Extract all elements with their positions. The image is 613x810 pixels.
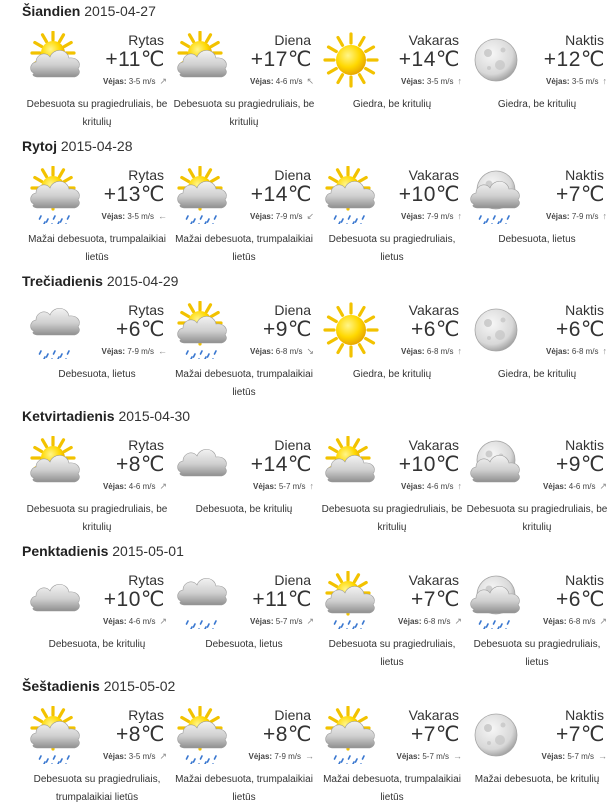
period-label: Vakaras	[408, 572, 459, 588]
wind-label: Vėjas:	[397, 617, 422, 626]
wind-info	[401, 211, 462, 221]
wind-direction-icon: →	[598, 751, 607, 761]
sun-cloud-icon	[322, 436, 380, 494]
period-label: Rytas	[128, 32, 164, 48]
forecast-period	[23, 430, 171, 538]
forecast-period	[318, 160, 466, 268]
forecast-period	[170, 25, 318, 133]
wind-speed: 4-6 m/s	[426, 482, 454, 491]
forecast-period	[318, 295, 466, 403]
period-label: Vakaras	[408, 437, 459, 453]
wind-speed: 3-5 m/s	[128, 77, 156, 86]
wind-speed: 6-8 m/s	[571, 347, 599, 356]
period-label: Vakaras	[408, 167, 459, 183]
wind-info	[250, 616, 314, 627]
temperature: +11℃	[105, 48, 165, 71]
temperature: +9℃	[262, 318, 312, 341]
wind-label: Vėjas:	[102, 617, 127, 626]
wind-speed: 3-5 m/s	[128, 752, 156, 761]
weather-description: Debesuota su pragiedruliais, lietus	[473, 639, 601, 668]
day-title	[22, 273, 178, 289]
forecast-period	[170, 700, 318, 808]
forecast-period	[463, 160, 611, 268]
wind-info	[102, 211, 167, 221]
wind-direction-icon: ↑	[457, 76, 462, 86]
wind-direction-icon: ↗	[159, 616, 167, 626]
sun-cloud-rain-icon	[174, 706, 232, 764]
wind-direction-icon: ↘	[306, 346, 314, 356]
wind-speed: 5-7 m/s	[278, 482, 306, 491]
forecast-period	[463, 700, 611, 808]
wind-direction-icon: ↑	[602, 76, 607, 86]
wind-label: Vėjas:	[102, 482, 127, 491]
weather-description: Giedra, be kritulių	[352, 369, 432, 380]
wind-label: Vėjas:	[249, 347, 274, 356]
period-label: Diena	[274, 167, 311, 183]
period-label: Diena	[274, 302, 311, 318]
cloud-icon	[174, 436, 232, 494]
weather-description: Debesuota su pragiedruliais, be kritulių	[26, 504, 168, 533]
weather-description: Debesuota, lietus	[205, 639, 283, 650]
moon-cloud-rain-icon	[467, 571, 525, 629]
day-name: Penktadienis	[22, 543, 109, 559]
weather-description: Giedra, be kritulių	[352, 99, 432, 110]
forecast-period	[318, 700, 466, 808]
forecast-period	[23, 160, 171, 268]
sun-cloud-rain-icon	[174, 301, 232, 359]
wind-info	[546, 211, 607, 221]
sun-cloud-rain-icon	[322, 166, 380, 224]
wind-label: Vėjas:	[396, 752, 421, 761]
day-block	[0, 675, 613, 810]
weather-description: Mažai debesuota, be kritulių	[474, 774, 600, 785]
wind-direction-icon: ↑	[602, 211, 607, 221]
wind-label: Vėjas:	[546, 347, 570, 356]
wind-label: Vėjas:	[401, 347, 425, 356]
day-date: 2015-04-27	[84, 3, 156, 19]
forecast-period	[23, 700, 171, 808]
weather-description: Mažai debesuota, trumpalaikiai lietūs	[323, 774, 461, 803]
wind-speed: 5-7 m/s	[422, 752, 449, 761]
wind-info	[401, 76, 462, 86]
weather-description: Mažai debesuota, trumpalaikiai lietūs	[175, 234, 313, 263]
day-title	[22, 3, 156, 19]
wind-speed: 5-7 m/s	[275, 617, 303, 626]
weather-description: Debesuota su pragiedruliais, be kritulių	[173, 99, 315, 128]
moon-icon	[467, 31, 525, 89]
wind-direction-icon: ↑	[457, 211, 462, 221]
temperature: +7℃	[410, 723, 460, 746]
sun-cloud-rain-icon	[174, 166, 232, 224]
forecast-period	[318, 25, 466, 133]
temperature: +10℃	[398, 183, 460, 206]
period-label: Naktis	[565, 302, 604, 318]
period-label: Diena	[274, 437, 311, 453]
wind-label: Vėjas:	[101, 212, 126, 221]
wind-info	[250, 211, 314, 222]
temperature: +6℃	[115, 318, 165, 341]
wind-label: Vėjas:	[248, 752, 273, 761]
wind-speed: 7-9 m/s	[426, 212, 454, 221]
wind-info	[543, 616, 607, 627]
day-name: Šiandien	[22, 3, 81, 19]
day-date: 2015-04-29	[106, 273, 179, 289]
day-block	[0, 405, 613, 540]
sun-cloud-icon	[174, 31, 232, 89]
forecast-period	[23, 295, 171, 403]
wind-label: Vėjas:	[249, 617, 274, 626]
sun-cloud-rain-icon	[27, 166, 85, 224]
period-label: Rytas	[128, 437, 164, 453]
temperature: +6℃	[410, 318, 460, 341]
weather-description: Debesuota su pragiedruliais, be kritulių	[466, 504, 608, 533]
wind-speed: 5-7 m/s	[567, 752, 594, 761]
wind-speed: 6-8 m/s	[423, 617, 451, 626]
wind-direction-icon: →	[305, 751, 314, 761]
wind-label: Vėjas:	[542, 617, 567, 626]
temperature: +6℃	[555, 318, 605, 341]
day-block	[0, 135, 613, 270]
cloud-rain-icon	[174, 571, 232, 629]
day-block	[0, 270, 613, 405]
wind-info	[401, 481, 462, 491]
wind-label: Vėjas:	[101, 347, 126, 356]
period-label: Naktis	[565, 437, 604, 453]
weather-description: Mažai debesuota, trumpalaikiai lietūs	[175, 774, 313, 803]
weather-description: Debesuota, be kritulių	[195, 504, 293, 515]
wind-speed: 3-5 m/s	[571, 77, 599, 86]
wind-label: Vėjas:	[546, 212, 570, 221]
wind-speed: 4-6 m/s	[128, 482, 156, 491]
wind-info	[250, 76, 314, 87]
period-label: Naktis	[565, 167, 604, 183]
wind-info	[401, 346, 462, 356]
day-date: 2015-04-28	[60, 138, 133, 154]
wind-info	[397, 751, 462, 761]
forecast-period	[318, 430, 466, 538]
forecast-period	[23, 25, 171, 133]
temperature: +12℃	[543, 48, 605, 71]
moon-icon	[467, 301, 525, 359]
wind-label: Vėjas:	[401, 482, 425, 491]
weather-description: Mažai debesuota, trumpalaikiai lietūs	[28, 234, 166, 263]
temperature: +14℃	[250, 183, 312, 206]
wind-label: Vėjas:	[541, 752, 566, 761]
day-date: 2015-05-02	[103, 678, 176, 694]
weather-description: Mažai debesuota, trumpalaikiai lietūs	[175, 369, 313, 398]
period-label: Rytas	[128, 707, 164, 723]
cloud-rain-icon	[27, 301, 85, 359]
wind-direction-icon: ↙	[306, 211, 314, 221]
day-date: 2015-05-01	[112, 543, 184, 559]
cloud-icon	[27, 571, 85, 629]
temperature: +17℃	[250, 48, 312, 71]
wind-direction-icon: ←	[158, 211, 167, 221]
weather-description: Debesuota su pragiedruliais, be kritulių	[26, 99, 168, 128]
period-label: Vakaras	[408, 707, 459, 723]
period-label: Diena	[274, 32, 311, 48]
period-label: Vakaras	[408, 302, 459, 318]
wind-label: Vėjas:	[249, 77, 274, 86]
period-label: Naktis	[565, 572, 604, 588]
temperature: +7℃	[555, 183, 605, 206]
weather-description: Debesuota, be kritulių	[48, 639, 146, 650]
wind-info	[546, 346, 607, 356]
wind-label: Vėjas:	[253, 482, 277, 491]
forecast-period	[463, 25, 611, 133]
day-block	[0, 540, 613, 675]
day-title	[22, 138, 133, 154]
weather-description: Debesuota, lietus	[58, 369, 136, 380]
wind-speed: 4-6 m/s	[275, 77, 303, 86]
moon-cloud-rain-icon	[467, 166, 525, 224]
forecast-period	[170, 295, 318, 403]
temperature: +8℃	[115, 723, 165, 746]
forecast-period	[170, 565, 318, 673]
temperature: +10℃	[398, 453, 460, 476]
period-label: Naktis	[565, 707, 604, 723]
sun-cloud-icon	[27, 31, 85, 89]
wind-label: Vėjas:	[102, 77, 127, 86]
period-label: Diena	[274, 572, 311, 588]
wind-speed: 3-5 m/s	[426, 77, 454, 86]
forecast-period	[170, 430, 318, 538]
weather-description: Debesuota su pragiedruliais, lietus	[328, 639, 456, 668]
wind-info	[103, 616, 167, 627]
wind-speed: 4-6 m/s	[568, 482, 596, 491]
temperature: +7℃	[410, 588, 460, 611]
wind-direction-icon: ↗	[599, 616, 607, 626]
wind-info	[249, 751, 314, 761]
temperature: +8℃	[262, 723, 312, 746]
wind-direction-icon: ↗	[599, 481, 607, 491]
wind-direction-icon: ↑	[457, 481, 462, 491]
day-name: Rytoj	[22, 138, 57, 154]
wind-direction-icon: ↗	[159, 76, 167, 86]
wind-speed: 6-8 m/s	[568, 617, 596, 626]
forecast-period	[463, 430, 611, 538]
day-title	[22, 678, 175, 694]
weather-description: Debesuota su pragiedruliais, lietus	[328, 234, 456, 263]
wind-info	[543, 481, 607, 492]
wind-speed: 3-5 m/s	[127, 212, 154, 221]
moon-cloud-icon	[467, 436, 525, 494]
wind-info	[102, 346, 167, 356]
forecast-period	[23, 565, 171, 673]
wind-direction-icon: ↑	[602, 346, 607, 356]
wind-speed: 7-9 m/s	[127, 347, 154, 356]
wind-label: Vėjas:	[546, 77, 570, 86]
wind-speed: 4-6 m/s	[128, 617, 156, 626]
wind-info	[103, 76, 167, 87]
sun-cloud-rain-icon	[322, 571, 380, 629]
wind-label: Vėjas:	[401, 212, 425, 221]
wind-direction-icon: ↖	[306, 76, 314, 86]
temperature: +8℃	[115, 453, 165, 476]
wind-info	[250, 346, 314, 357]
day-block	[0, 0, 613, 135]
forecast-period	[318, 565, 466, 673]
wind-direction-icon: ↗	[159, 481, 167, 491]
weather-description: Debesuota su pragiedruliais, trumpalaikiai lietūs	[33, 774, 161, 803]
wind-info	[398, 616, 462, 627]
wind-speed: 7-9 m/s	[274, 752, 301, 761]
day-name: Ketvirtadienis	[22, 408, 115, 424]
sun-icon	[322, 31, 380, 89]
period-label: Rytas	[128, 167, 164, 183]
period-label: Diena	[274, 707, 311, 723]
wind-speed: 7-9 m/s	[571, 212, 599, 221]
wind-info	[542, 751, 607, 761]
weather-description: Giedra, be kritulių	[497, 99, 577, 110]
moon-icon	[467, 706, 525, 764]
wind-speed: 7-9 m/s	[275, 212, 303, 221]
wind-direction-icon: ↑	[309, 481, 314, 491]
period-label: Rytas	[128, 572, 164, 588]
temperature: +13℃	[103, 183, 165, 206]
wind-direction-icon: ↗	[306, 616, 314, 626]
sun-icon	[322, 301, 380, 359]
wind-label: Vėjas:	[102, 752, 127, 761]
wind-label: Vėjas:	[249, 212, 274, 221]
wind-label: Vėjas:	[542, 482, 567, 491]
forecast-period	[463, 565, 611, 673]
day-title	[22, 543, 184, 559]
sun-cloud-icon	[27, 436, 85, 494]
wind-info	[103, 751, 167, 762]
period-label: Rytas	[128, 302, 164, 318]
wind-direction-icon: ↗	[454, 616, 462, 626]
day-date: 2015-04-30	[118, 408, 191, 424]
wind-info	[253, 481, 314, 491]
temperature: +9℃	[555, 453, 605, 476]
period-label: Naktis	[565, 32, 604, 48]
temperature: +6℃	[555, 588, 605, 611]
forecast-period	[170, 160, 318, 268]
weather-description: Debesuota su pragiedruliais, be kritulių	[321, 504, 463, 533]
wind-info	[103, 481, 167, 492]
forecast-period	[463, 295, 611, 403]
wind-direction-icon: ↗	[159, 751, 167, 761]
temperature: +10℃	[103, 588, 165, 611]
weather-description: Debesuota, lietus	[498, 234, 576, 245]
day-name: Šeštadienis	[22, 678, 100, 694]
sun-cloud-rain-icon	[27, 706, 85, 764]
day-title	[22, 408, 190, 424]
temperature: +14℃	[398, 48, 460, 71]
wind-speed: 6-8 m/s	[426, 347, 454, 356]
sun-cloud-rain-icon	[322, 706, 380, 764]
temperature: +11℃	[252, 588, 312, 611]
wind-label: Vėjas:	[401, 77, 425, 86]
wind-speed: 6-8 m/s	[275, 347, 303, 356]
temperature: +14℃	[250, 453, 312, 476]
wind-direction-icon: ↑	[457, 346, 462, 356]
wind-direction-icon: ←	[158, 346, 167, 356]
wind-info	[546, 76, 607, 86]
temperature: +7℃	[555, 723, 605, 746]
day-name: Trečiadienis	[22, 273, 103, 289]
wind-direction-icon: →	[453, 751, 462, 761]
weather-description: Giedra, be kritulių	[497, 369, 577, 380]
period-label: Vakaras	[408, 32, 459, 48]
